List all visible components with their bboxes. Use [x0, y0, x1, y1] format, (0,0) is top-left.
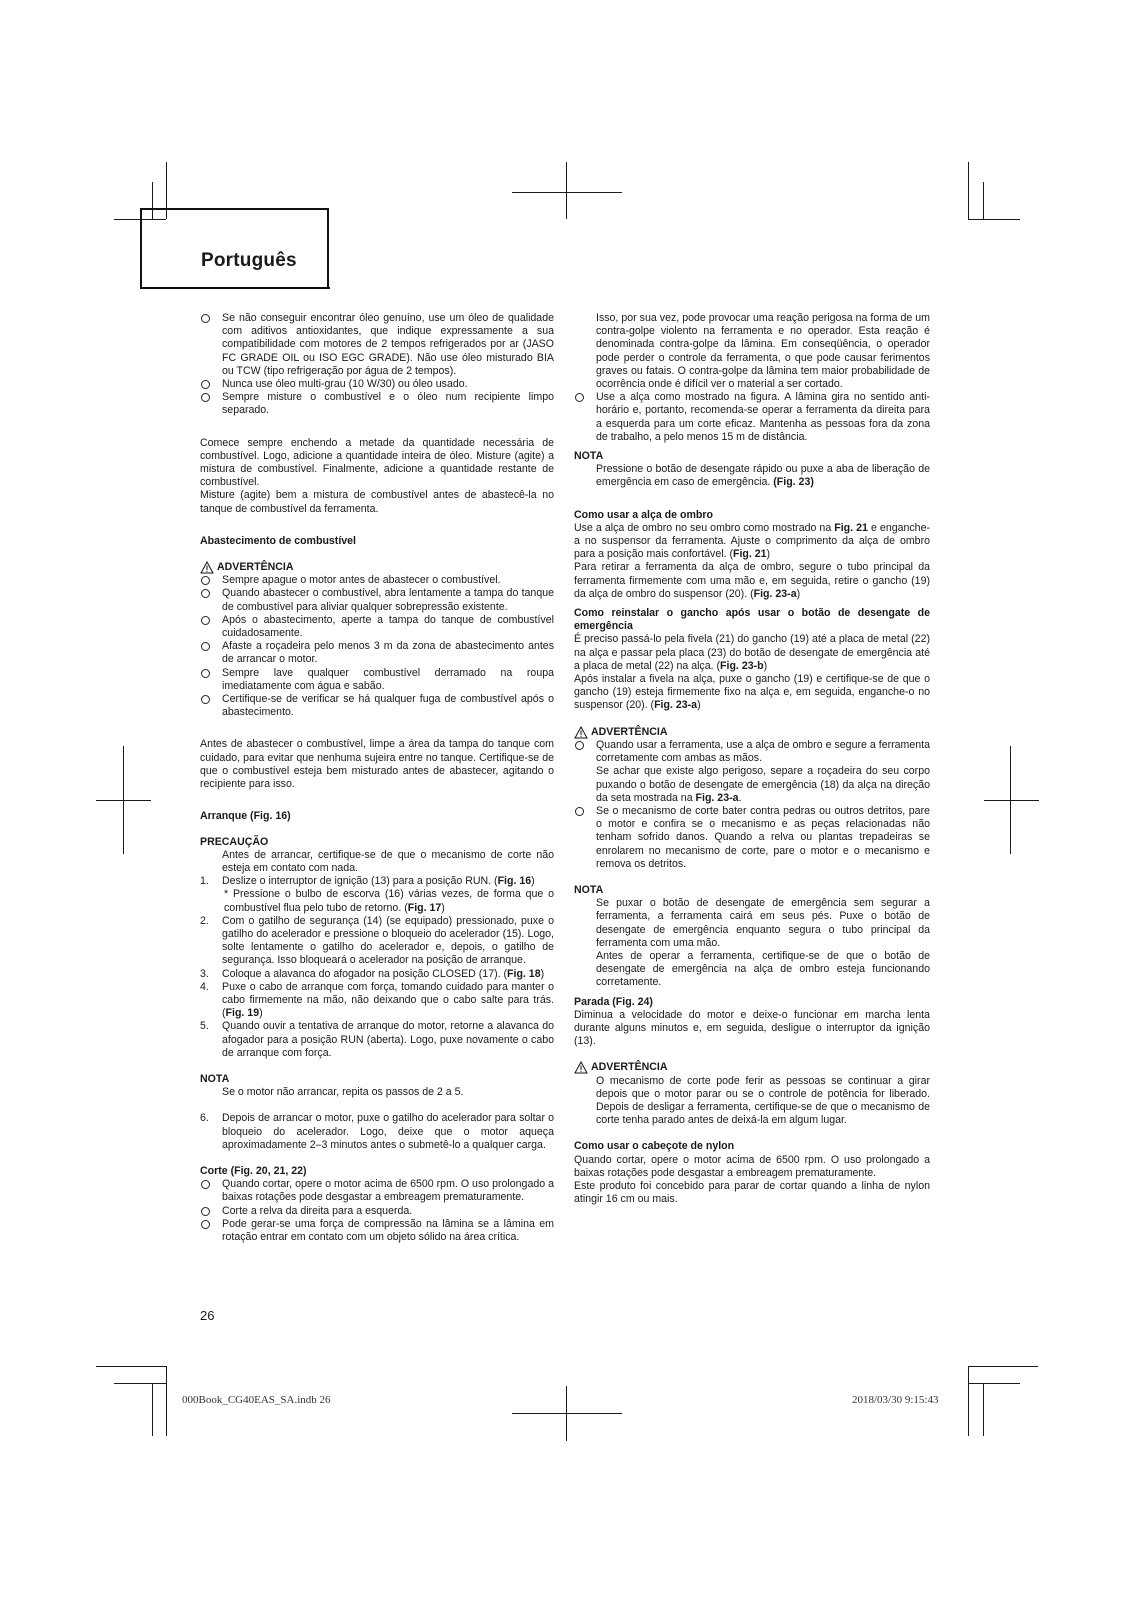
section-heading: Como usar o cabeçote de nylon	[574, 1140, 735, 1153]
note-label: NOTA	[574, 450, 604, 463]
paragraph: Este produto foi concebido para parar de cortar quando a linha de nylon atingir 16 cm ou mais.	[574, 1179, 930, 1206]
crop-mark	[984, 800, 1039, 801]
footer-datetime: 2018/03/30 9:15:43	[852, 1394, 939, 1406]
list-item: * Pressione o bulbo de escorva (16) várias vezes, de forma que o combustível flua pelo tubo de retorno. (Fig. 17)	[224, 888, 554, 914]
warning-header	[574, 1061, 930, 1074]
right-column	[574, 312, 930, 1206]
list-item: Sempre misture o combustível e o óleo num recipiente limpo separado.	[200, 391, 554, 417]
list-item: Se o mecanismo de corte bater contra pedras ou outros detritos, pare o motor e confira se o mecanismo e as peças relacionadas não tenham sofrido danos. Quando a relva ou plantas trepadeiras se enrolarem no mecanismo de corte, pare o motor e o mecanismo e remova os detritos.	[574, 805, 930, 871]
paragraph: Se puxar o botão de desengate de emergência sem segurar a ferramenta, a ferramenta cairá em seus pés. Puxe o botão de desengate de emergência enquanto segura o tubo principal da ferramenta com uma mão.	[596, 897, 930, 949]
caution-label: PRECAUÇÃO	[200, 835, 269, 848]
list-item: 3. Coloque a alavanca do afogador na posição CLOSED (17). (Fig. 18)	[200, 967, 545, 980]
section-heading: Como reinstalar o gancho após usar o botão de desengate de emergência	[574, 607, 930, 633]
list-item: 6. Depois de arrancar o motor, puxe o gatilho do acelerador para soltar o bloqueio do acelerador. Logo, deixe que o motor aqueça aproximadamente 2–3 minutos antes o submetê-lo a qualquer carga.	[200, 1112, 554, 1151]
section-heading: Parada (Fig. 24)	[574, 995, 653, 1008]
list-item: Pode gerar-se uma força de compressão na lâmina se a lâmina em rotação entrar em contato com um objeto sólido na área crítica.	[200, 1218, 554, 1244]
list-item: Se não conseguir encontrar óleo genuíno, use um óleo de qualidade com aditivos antioxidantes, que indique expressamente a sua compatibilidade com motores de 2 tempos refrigerados por ar (JASO FC GRADE OIL ou ISO EGC GRADE). Não use óleo misturado BIA ou TCW (tipo refrigeração por água de 2 tempos).	[200, 312, 554, 378]
paragraph: Antes de arrancar, certifique-se de que o mecanismo de corte não esteja em contato com nada.	[222, 848, 554, 874]
crop-mark	[152, 1383, 153, 1436]
crop-mark	[96, 800, 151, 801]
list-item: Afaste a roçadeira pelo menos 3 m da zona de abastecimento antes de arrancar o motor.	[200, 640, 554, 666]
paragraph: Antes de operar a ferramenta, certifique-se de que o botão de desengate de emergência na alça de ombro esteja funcionando corretamente.	[596, 949, 930, 989]
list-item: 4. Puxe o cabo de arranque com força, tomando cuidado para manter o cabo firmemente na mão, não deixando que o cabo salte para trás. (Fig. 19)	[200, 980, 554, 1020]
note-label: NOTA	[574, 883, 604, 896]
section-heading: Corte (Fig. 20, 21, 22)	[200, 1164, 307, 1177]
list-item: Use a alça como mostrado na figura. A lâmina gira no sentido anti-horário e, portanto, recomenda-se operar a ferramenta da direita para a esquerda para um corte eficaz. Mantenha as pessoas fora da zona de trabalho, a pelo menos 15 m de distância.	[574, 391, 930, 444]
paragraph: Pressione o botão de desengate rápido ou puxe a aba de liberação de emergência em caso de emergência. (Fig. 23)	[596, 463, 930, 489]
list-item: Nunca use óleo multi-grau (10 W/30) ou óleo usado.	[200, 378, 554, 391]
section-heading: Abastecimento de combustível	[200, 534, 357, 547]
crop-mark	[512, 1413, 622, 1414]
list-item: 5. Quando ouvir a tentativa de arranque do motor, retorne a alavanca do afogador para a posição RUN (aberta). Logo, puxe novamente o cabo de arranque com força.	[200, 1020, 554, 1059]
warning-label: ADVERTÊNCIA	[591, 1061, 668, 1074]
crop-mark	[968, 219, 1020, 220]
crop-mark	[983, 1383, 984, 1436]
list-item: Certifique-se de verificar se há qualquer fuga de combustível após o abastecimento.	[200, 693, 554, 719]
list-item: Após o abastecimento, aperte a tampa do tanque de combustível cuidadosamente.	[200, 614, 554, 640]
list-item: Quando usar a ferramenta, use a alça de ombro e segure a ferramenta corretamente com ambas as mãos.	[574, 739, 930, 765]
warning-header	[574, 726, 930, 739]
paragraph: Quando cortar, opere o motor acima de 6500 rpm. O uso prolongado a baixas rotações pode desgastar a embreagem prematuramente.	[574, 1153, 930, 1179]
crop-mark	[96, 1366, 166, 1367]
crop-mark	[166, 1366, 167, 1436]
paragraph: Para retirar a ferramenta da alça de ombro, segure o tubo principal da ferramenta firmemente com uma mão e, em seguida, retire o gancho (19) da alça de ombro do suspensor (20). (Fig. 23-a)	[574, 561, 930, 600]
warning-icon	[200, 561, 214, 574]
footer-file: 000Book_CG40EAS_SA.indb 26	[182, 1394, 331, 1406]
crop-mark	[968, 162, 969, 219]
list-item: Corte a relva da direita para a esquerda.	[200, 1205, 554, 1218]
list-item: 2. Com o gatilho de segurança (14) (se equipado) pressionado, puxe o gatilho do acelerador e pressione o bloqueio do acelerador (15). Logo, solte lentamente o gatilho do acelerador e, depois, o gatilho de segurança. Isso bloqueará o acelerador na posição de arranque.	[200, 914, 554, 967]
note-label: NOTA	[200, 1072, 230, 1085]
list-item: Sempre lave qualquer combustível derramado na roupa imediatamente com água e sabão.	[200, 667, 554, 693]
paragraph: Use a alça de ombro no seu ombro como mostrado na Fig. 21 e enganche-a no suspensor da ferramenta. Ajuste o comprimento da alça de ombro para a posição mais confortável. (Fig. 21)	[574, 521, 930, 561]
paragraph: É preciso passá-lo pela fivela (21) do gancho (19) até a placa de metal (22) na alça e passar pela placa (23) do botão de desengate de emergência até a placa de metal (22) na alça. (Fig. 23-b)	[574, 633, 930, 672]
crop-mark	[114, 1383, 166, 1384]
list-item: 1. Deslize o interruptor de ignição (13) para a posição RUN. (Fig. 16)	[200, 875, 535, 888]
warning-label: ADVERTÊNCIA	[217, 561, 294, 574]
warning-icon	[574, 1061, 588, 1074]
list-item: Quando abastecer o combustível, abra lentamente a tampa do tanque de combustível para aliviar qualquer sobrepressão existente.	[200, 587, 554, 613]
crop-mark	[566, 162, 567, 219]
list-item: Quando cortar, opere o motor acima de 6500 rpm. O uso prolongado a baixas rotações pode desgastar a embreagem prematuramente.	[200, 1178, 554, 1204]
section-heading: Como usar a alça de ombro	[574, 508, 713, 521]
paragraph: Após instalar a fivela na alça, puxe o gancho (19) e certifique-se de que o gancho (19) esteja firmemente fixo na alça e, em seguida, enganche-o no suspensor (20). (Fig. 23-a)	[574, 673, 930, 712]
paragraph: Misture (agite) bem a mistura de combustível antes de abastecê-la no tanque de combustível da ferramenta.	[200, 489, 554, 515]
crop-mark	[968, 1366, 1038, 1367]
left-column	[200, 312, 554, 1244]
warning-header	[200, 561, 554, 574]
language-rule	[140, 287, 330, 289]
crop-mark	[512, 192, 622, 193]
paragraph: Diminua a velocidade do motor e deixe-o funcionar em marcha lenta durante alguns minutos e, em seguida, desligue o interruptor da ignição (13).	[574, 1008, 930, 1048]
warning-label: ADVERTÊNCIA	[591, 725, 668, 738]
crop-mark	[968, 1383, 1020, 1384]
paragraph: O mecanismo de corte pode ferir as pessoas se continuar a girar depois que o motor parar ou se o controle de potência for liberado. Depois de desligar a ferramenta, certifique-se de que o mecanismo de corte tenha parado antes de deixá-la em algum lugar.	[596, 1074, 930, 1127]
paragraph: Se o motor não arrancar, repita os passos de 2 a 5.	[222, 1086, 464, 1099]
paragraph: Isso, por sua vez, pode provocar uma reação perigosa na forma de um contra-golpe violento na ferramenta e no operador. Esta reação é denominada contra-golpe da lâmina. Em conseqüência, o operador pode perder o controle da ferramenta, o que pode causar ferimentos graves ou fatais. O contra-golpe da lâmina tem maior probabilidade de ocorrência onde é difícil ver o material a ser cortado.	[596, 312, 930, 391]
language-box	[140, 208, 329, 289]
paragraph: Antes de abastecer o combustível, limpe a área da tampa do tanque com cuidado, para evitar que nenhuma sujeira entre no tanque. Certifique-se de que o combustível esteja bem misturado antes de abastecer, agitando o recipiente para isso.	[200, 738, 554, 791]
section-heading: Arranque (Fig. 16)	[200, 810, 291, 823]
language-title: Português	[201, 250, 297, 271]
page-number: 26	[200, 1308, 215, 1323]
list-item: Sempre apague o motor antes de abastecer o combustível.	[200, 574, 554, 587]
paragraph: Se achar que existe algo perigoso, separe a roçadeira do seu corpo puxando o botão de desengate de emergência (18) da alça na direção da seta mostrada na Fig. 23-a.	[596, 765, 930, 804]
crop-mark	[968, 1366, 969, 1436]
paragraph: Comece sempre enchendo a metade da quantidade necessária de combustível. Logo, adicione a quantidade inteira de óleo. Misture (agite) a mistura de combustível. Finalmente, adicione a quantidade restante de combustível.	[200, 436, 554, 489]
crop-mark	[983, 182, 984, 219]
warning-icon	[574, 726, 588, 739]
